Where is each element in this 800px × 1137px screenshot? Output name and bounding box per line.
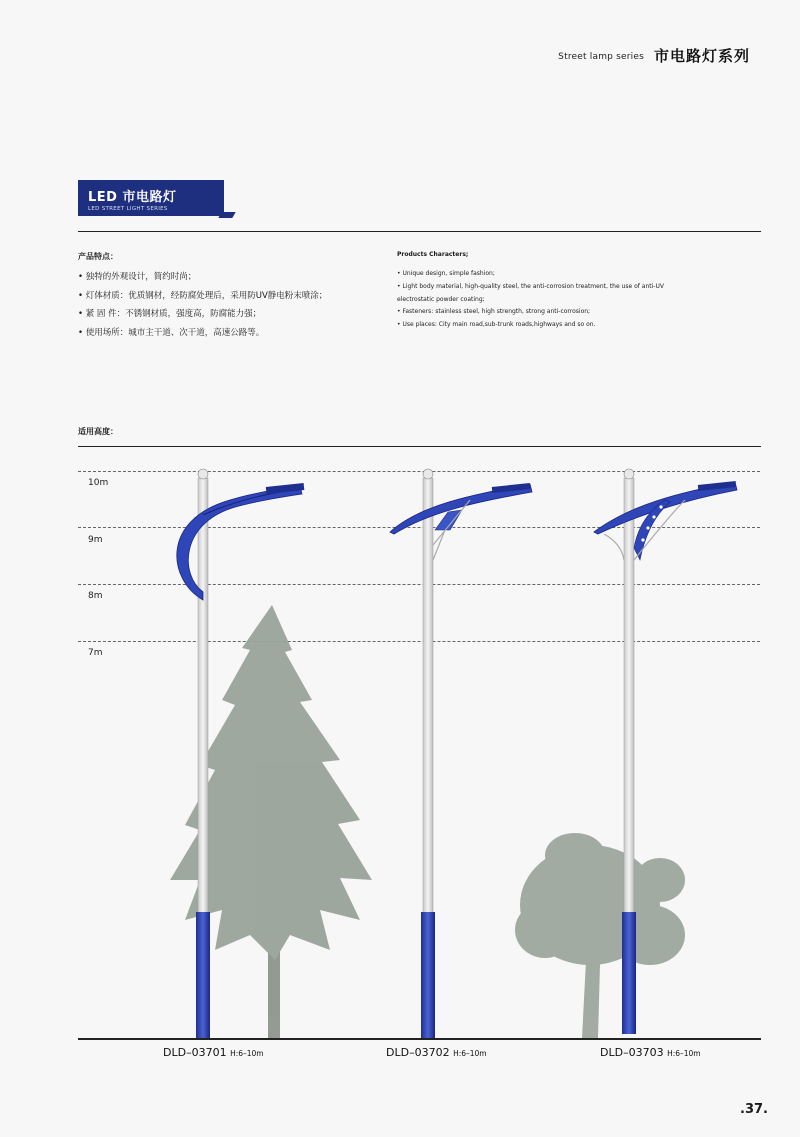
height-heading: 适用高度： [78,427,118,436]
features-heading-cn: 产品特点： [78,252,118,261]
model-height: H:6–10m [453,1049,487,1058]
ground-line [78,1038,761,1040]
feature-item: • 灯体材质：优质钢材，经防腐处理后，采用防UV静电粉末喷涂； [78,287,327,306]
banner-subtitle: LED STREET LIGHT SERIES [88,206,168,212]
model-label-3 [600,1046,701,1059]
feature-item: • Light body material, high-quality steel, the anti-corrosion treatment, the use of anti-UV electrostatic powder coating; [397,281,667,307]
model-height: H:6–10m [230,1049,264,1058]
series-title-en: Street lamp series [558,52,644,62]
features-heading-en: Products Characters; [397,251,469,258]
model-label-2 [386,1046,487,1059]
feature-item: • 使用场所：城市主干道、次干道，高速公路等。 [78,324,327,343]
street-lamp-2 [390,469,532,1038]
page-number: .37. [740,1102,768,1117]
height-label: 8m [88,591,103,601]
model-code: DLD–03701 [163,1046,227,1059]
model-code: DLD–03703 [600,1046,664,1059]
tree-small [515,833,685,1038]
feature-item: • Fasteners: stainless steel, high strength, strong anti-corrosion; [397,306,667,319]
height-label: 10m [88,478,109,488]
series-title-cn: 市电路灯系列 [654,47,751,65]
height-label: 7m [88,648,103,658]
feature-item: • 紧 固 件：不锈钢材质，强度高，防腐能力强； [78,305,327,324]
height-label: 9m [88,535,103,545]
model-label-1 [163,1046,264,1059]
model-code: DLD–03702 [386,1046,450,1059]
banner-title: LED 市电路灯 [88,190,177,205]
feature-item: • 独特的外观设计，简约时尚； [78,268,327,287]
feature-item: • Use places: City main road,sub-trunk roads,highways and so on. [397,319,667,332]
feature-item: • Unique design, simple fashion; [397,268,667,281]
model-height: H:6–10m [667,1049,701,1058]
